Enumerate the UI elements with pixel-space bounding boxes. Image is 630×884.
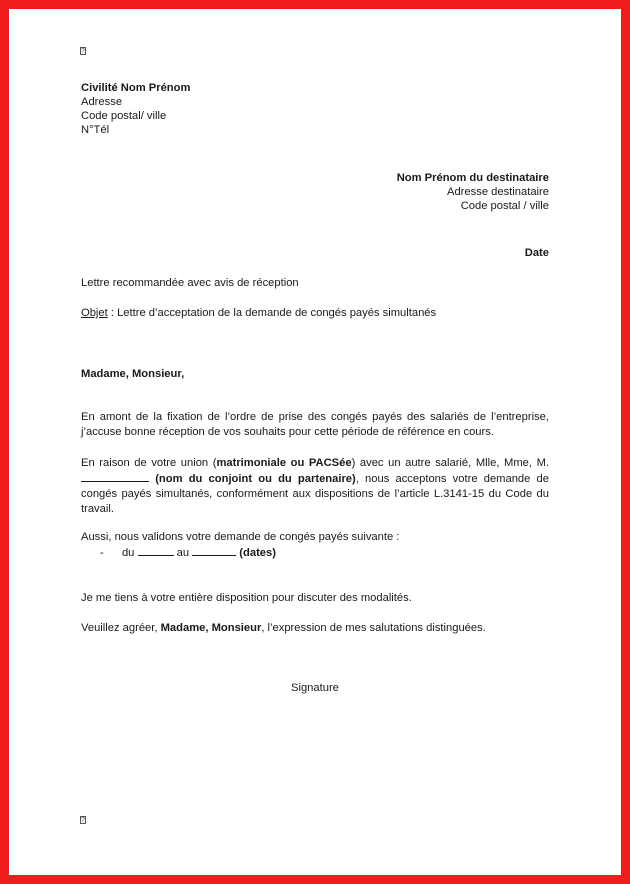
dates-from-label: du <box>121 547 135 559</box>
paragraph-acceptance <box>81 456 549 517</box>
recipient-block <box>397 171 549 213</box>
subject-label: Objet <box>81 307 108 319</box>
date-from-blank <box>138 545 174 556</box>
registered-mail-line: Lettre recommandée avec avis de réception <box>81 277 299 289</box>
salutation: Madame, Monsieur, <box>81 368 185 380</box>
dates-bullet: - <box>100 547 104 559</box>
date-to-blank <box>192 545 236 556</box>
sender-address: Adresse <box>81 96 123 108</box>
dates-line <box>100 545 276 560</box>
missing-glyph-icon: ? <box>81 817 85 824</box>
paragraph-availability: Je me tiens à votre entière disposition pour discuter des modalités. <box>81 592 412 604</box>
spouse-name-blank <box>81 471 149 482</box>
sender-phone: N°Tél <box>81 124 110 136</box>
sender-city: Code postal/ ville <box>81 110 167 122</box>
para2-union-type: matrimoniale ou PACSée <box>216 457 352 469</box>
sender-name: Civilité Nom Prénom <box>81 82 191 94</box>
recipient-name: Nom Prénom du destinataire <box>396 172 549 184</box>
closing-addressee: Madame, Monsieur <box>160 622 262 634</box>
recipient-address: Adresse destinataire <box>447 186 549 198</box>
dates-placeholder: (dates) <box>239 547 276 559</box>
recipient-city: Code postal / ville <box>460 200 549 212</box>
paragraph-acknowledgement: En amont de la fixation de l’ordre de prise des congés payés des salariés de l’entreprise, j’accuse bonne réception de vos souhaits pour cette période de référence en cours. <box>81 411 549 438</box>
para2-text-1: En raison de votre union ( <box>81 457 217 469</box>
paragraph-validation: Aussi, nous validons votre demande de congés payés suivante : <box>81 531 400 543</box>
letter-page <box>9 9 621 875</box>
closing-text-2: , l’expression de mes salutations distinguées. <box>261 622 486 634</box>
para2-text-3: , nous acceptons votre demande de congés payés simultanés, conformément aux dispositions de l’article L.3141-15 du Code du travail. <box>81 473 550 515</box>
sender-block <box>81 81 190 137</box>
missing-glyph-icon: ? <box>81 48 85 55</box>
signature-label: Signature <box>291 682 339 694</box>
subject-text: : Lettre d’acceptation de la demande de congés payés simultanés <box>107 307 437 319</box>
para2-text-2: ) avec un autre salarié, Mlle, Mme, M. <box>351 457 549 469</box>
subject-line <box>81 306 436 320</box>
para2-spouse-placeholder: (nom du conjoint ou du partenaire) <box>155 473 356 485</box>
date-label: Date <box>524 247 549 259</box>
dates-to-label: au <box>176 547 190 559</box>
closing-text-1: Veuillez agréer, <box>81 622 161 634</box>
closing-formula <box>81 621 486 635</box>
